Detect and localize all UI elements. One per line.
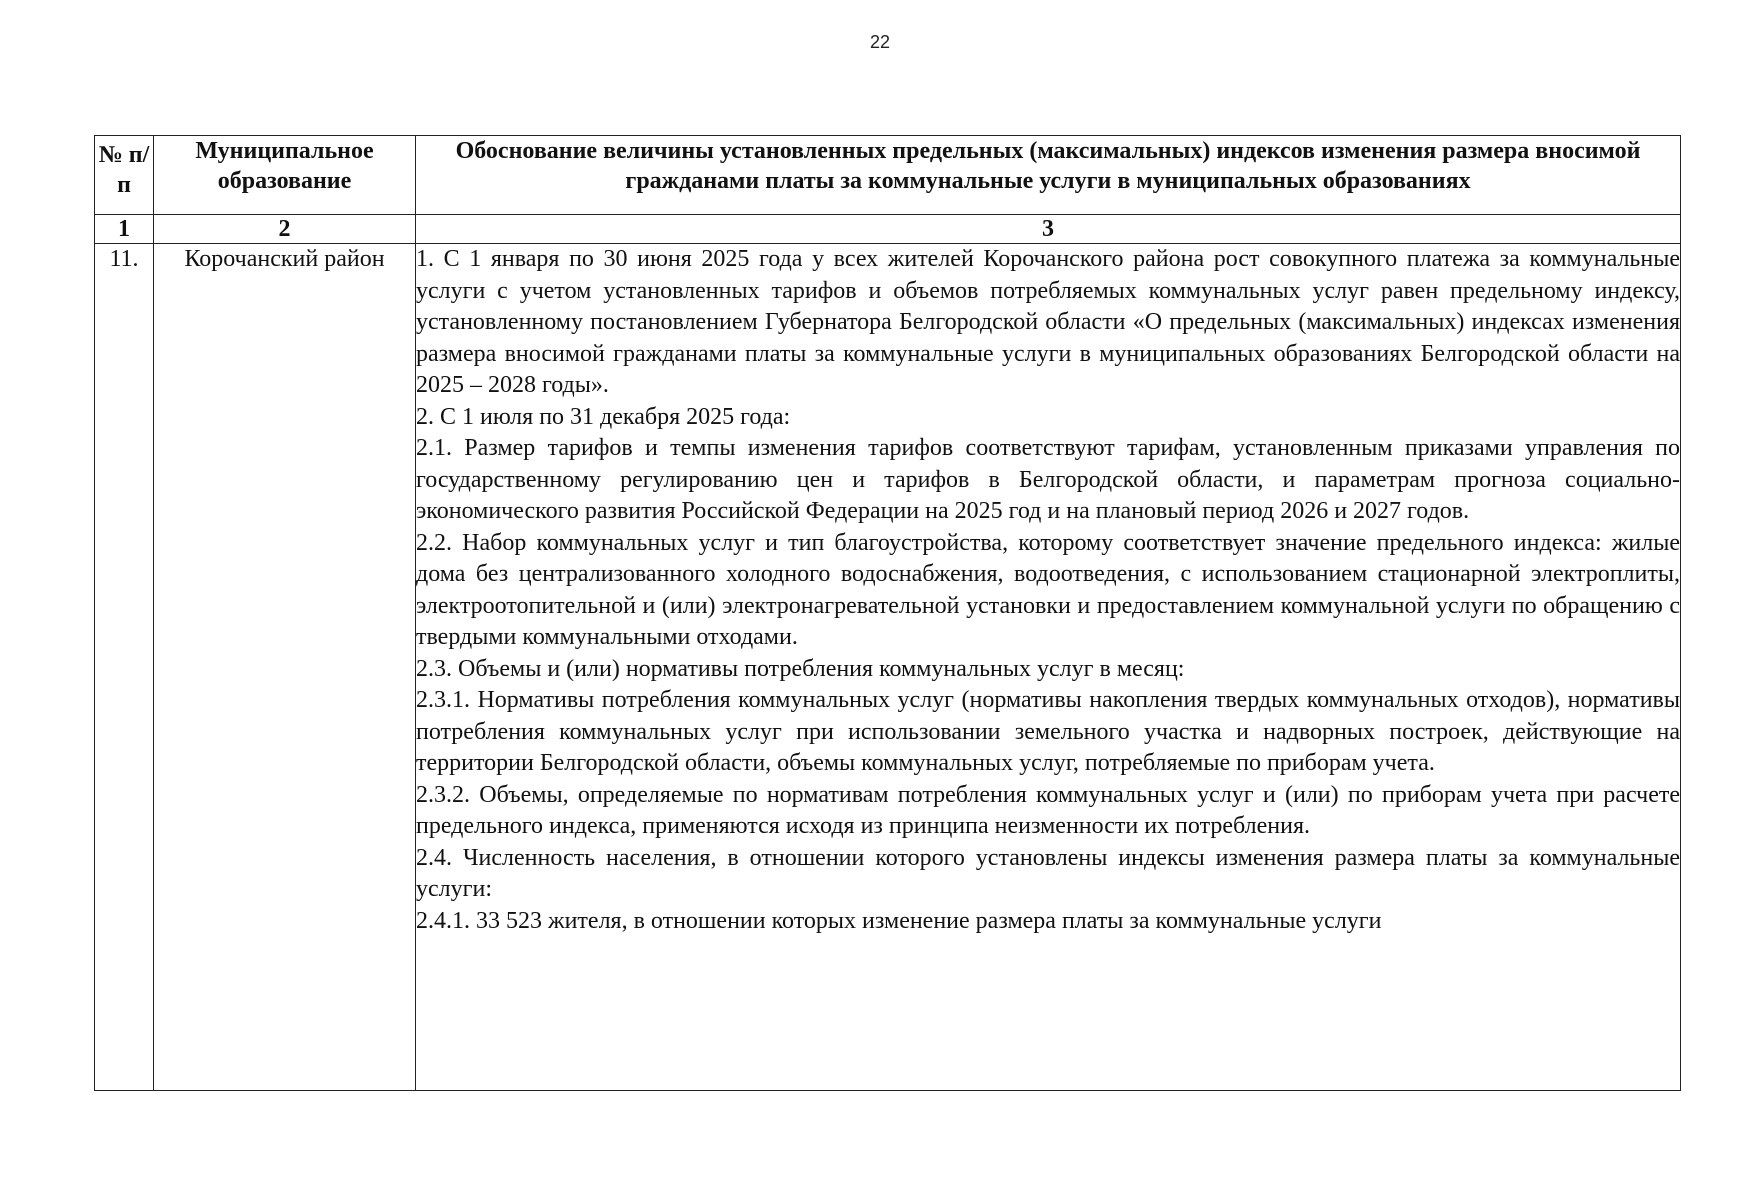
paragraph-2-3-2: 2.3.2. Объемы, определяемые по нормативам потребления коммунальных услуг и (или) по приборам учета при расчете предельного индекса, применяются исходя из принципа неизменности их потребления. [416, 781, 1680, 839]
paragraph-2-4-1: 2.4.1. 33 523 жителя, в отношении которых изменение размера платы за коммунальные услуги [416, 907, 1382, 934]
paragraph-2-3: 2.3. Объемы и (или) нормативы потребления коммунальных услуг в месяц: [416, 655, 1185, 682]
header-row-number: № п/п [95, 136, 154, 215]
justification-table [94, 135, 1681, 1091]
column-number-1: 1 [95, 215, 154, 244]
paragraph-2-4: 2.4. Численность населения, в отношении которого установлены индексы изменения размера платы за коммунальные услуги: [416, 844, 1680, 902]
paragraph-2-2: 2.2. Набор коммунальных услуг и тип благоустройства, которому соответствует значение предельного индекса: жилые дома без централизованного холодного водоснабжения, водоотведения, с использованием стационарной электроплиты, электроотопительной и (или) электронагревательной установки и предоставлением коммунальной услуги по обращению с твердыми коммунальными отходами. [416, 529, 1680, 650]
column-number-3: 3 [416, 215, 1681, 244]
justification-text [416, 244, 1681, 1091]
municipality-name: Корочанский район [154, 244, 416, 1091]
table-row [95, 244, 1681, 1091]
table-header-row [95, 136, 1681, 215]
header-justification: Обоснование величины установленных предельных (максимальных) индексов изменения размера вносимой гражданами платы за коммунальные услуги в муниципальных образованиях [416, 136, 1681, 215]
paragraph-1: 1. С 1 января по 30 июня 2025 года у всех жителей Корочанского района рост совокупного платежа за коммунальные услуги с учетом установленных тарифов и объемов потребляемых коммунальных услуг равен предельному индексу, установленному постановлением Губернатора Белгородской области «О предельных (максимальных) индексах изменения размера вносимой гражданами платы за коммунальные услуги в муниципальных образованиях Белгородской области на 2025 – 2028 годы». [416, 246, 1680, 398]
paragraph-2: 2. С 1 июля по 31 декабря 2025 года: [416, 403, 791, 430]
column-numbering-row [95, 215, 1681, 244]
paragraph-2-1: 2.1. Размер тарифов и темпы изменения тарифов соответствуют тарифам, установленным приказами управления по государственному регулированию цен и тарифов в Белгородской области, и параметрам прогноза социально-экономического развития Российской Федерации на 2025 год и на плановый период 2026 и 2027 годов. [416, 435, 1680, 524]
header-municipality: Муниципальное образование [154, 136, 416, 215]
column-number-2: 2 [154, 215, 416, 244]
paragraph-2-3-1: 2.3.1. Нормативы потребления коммунальных услуг (нормативы накопления твердых коммунальных отходов), нормативы потребления коммунальных услуг при использовании земельного участка и надворных построек, действующие на территории Белгородской области, объемы коммунальных услуг, потребляемые по приборам учета. [416, 687, 1680, 776]
row-number: 11. [95, 244, 154, 1091]
page-number: 22 [869, 32, 891, 52]
